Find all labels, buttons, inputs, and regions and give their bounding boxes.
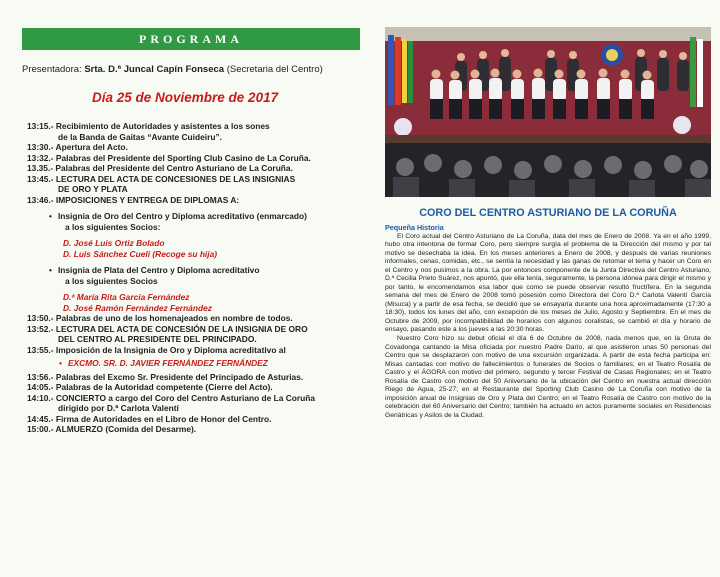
coro-panel: [368, 0, 720, 577]
award-silver-heading: • Insignia de Plata del Centro y Diploma acreditativo: [27, 265, 363, 276]
award-gold-heading-cont: a los siguientes Socios:: [65, 221, 161, 232]
award-silver-heading-cont: a los siguientes Socios: [65, 275, 158, 286]
choir-photo-illustration: [385, 27, 711, 197]
schedule-item: 13.35.- Palabras del Presidente del Centro Asturiano de La Coruña.: [27, 163, 293, 173]
honoree-name: D. Luis Sánchez Cueli (Recoge su hija): [63, 248, 218, 259]
honoree-name: D.ª María Rita García Fernández: [63, 292, 190, 302]
event-date: Día 25 de Noviembre de 2017: [92, 90, 279, 105]
coro-subtitle: Pequeña Historia: [385, 223, 444, 232]
schedule-item: 13:45.- LECTURA DEL ACTA DE CONCESIONES DE LAS INSIGNIAS: [27, 173, 296, 184]
schedule-item: DEL CENTRO AL PRESIDENTE DEL PRINCIPADO.: [58, 334, 257, 344]
schedule-item: 13:56.- Palabras del Excmo Sr. Presidente del Principado de Asturias.: [27, 371, 304, 382]
schedule-item: 13:30.- Apertura del Acto.: [27, 142, 128, 152]
presenter-prefix: Presentadora:: [22, 64, 85, 75]
schedule-item: dirigido por D.ª Carlota Valentí: [58, 403, 179, 413]
coro-history: [385, 233, 711, 421]
schedule-item: DE ORO Y PLATA: [58, 184, 128, 194]
schedule-item: 13:46.- IMPOSICIONES Y ENTREGA DE DIPLOMAS A:: [27, 194, 240, 205]
award-gold-heading: • Insignia de Oro del Centro y Diploma acreditativo (enmarcado): [27, 211, 363, 222]
coro-title: CORO DEL CENTRO ASTURIANO DE LA CORUÑA: [419, 207, 677, 219]
history-paragraph-1: El Coro actual del Centro Asturiano de La Coruña, data del mes de Enero de 2008. Ya en el año 1999, hubo otra intentona de formar Coro, pero siempre surgía el problema de la Dirección del mismo y por tal motivo se desechaba la idea. En los meses anteriores a Enero de 2008, y después de varias reuniones informales, cenas, comidas, etc., se sentía la necesidad y las ganas de retomar el tema y hacer un Coro en el Centro y nos pusimos a la obra. La por entonces componente de la Junta Directiva del Centro Asturiano, D.ª Cecilia Prieto Suárez, nos apuntó, que ella tenía, seguramente, la persona idónea para dirigir el mismo y por tanto, le encomendamos esa labor que como se puede observar resultó fructífera. En la segunda semana del mes de Enero de 2008 tomó posesión como Directora del Coro D.ª Carlota Valentí García (Misuca) y a partir de esa fecha, se decidió que se ensayaría durante una hora aproximadamente (17:30 a 18:30), todos los lunes del año, con excepción de los meses de Julio, Agosto y Septiembre. En el mes de Octubre de 2009, por incompatibilidad de horarios con algunos coralistas, se cambió el día y horario de ensayo, pasando este a los jueves a las 20:30 horas.: [385, 233, 711, 333]
history-paragraph-2: Nuestro Coro hizo su debut oficial el día 6 de Octubre de 2008, nada menos que, en la Gruta de Covadonga cantando la Misa oficiada por nuestro Padre Darío, al que asistieron unas 50 personas del Centro que se desplazaron con motivo de una excursión organizada. A partir de esta fecha participa en: Misas cantadas con motivo de fallecimientos o funerales de Socios o familiares; en el Teatro Rosalía de Castro y el ÁGORA con motivo del primero, segundo y tercer Festival de Casas Regionales; en el Teatro Rosalía de Castro con motivo del 50 Aniversario de la ubicación del Centro en nuestra actual dirección Riego de Agua, 25-27; en el Restaurante del Sporting Club Casino de La Coruña con motivo de la imposición anual de Insignias de Oro y Plata del Centro; en el Teatro Rosalía de Castro con motivo de la celebración del 60 Aniversario del Centro; también ha actuado en actos puramente sociales en Residencias Geriátricas y Asilos de la Ciudad.: [385, 335, 711, 419]
honoree-name: D. José Luis Ortiz Bolado: [63, 238, 165, 248]
presenter-line: [22, 64, 323, 75]
schedule-item: de la Banda de Gaitas “Avante Cuideiru”.: [58, 131, 222, 142]
schedule-item: 14:05.- Palabras de la Autoridad competente (Cierre del Acto).: [27, 382, 273, 392]
honoree-name: D. José Ramón Fernández Fernández: [63, 302, 212, 313]
honoree-president: • EXCMO. SR. D. JAVIER FERNÁNDEZ FERNÁNDEZ: [27, 358, 363, 369]
presenter-role: (Secretaria del Centro): [224, 64, 323, 75]
schedule-item: 13:55.- Imposición de la Insignia de Oro y Diploma acreditativo al: [27, 344, 286, 355]
choir-photo: [385, 27, 711, 197]
schedule-item: 13:52.- LECTURA DEL ACTA DE CONCESIÓN DE LA INSIGNIA DE ORO: [27, 323, 308, 334]
schedule-item: 13:50.- Palabras de uno de los homenajeados en nombre de todos.: [27, 313, 293, 323]
schedule: [27, 121, 363, 435]
presenter-name: Srta. D.ª Juncal Capín Fonseca: [84, 64, 225, 75]
schedule-item: 14:10.- CONCIERTO a cargo del Coro del Centro Asturiano de La Coruña: [27, 392, 316, 403]
programa-header: PROGRAMA: [22, 28, 360, 50]
schedule-item: 13:15.- Recibimiento de Autoridades y asistentes a los sones: [27, 121, 270, 131]
schedule-item: 13:32.- Palabras del Presidente del Sporting Club Casino de La Coruña.: [27, 152, 311, 163]
schedule-item: 14:45.- Firma de Autoridades en el Libro de Honor del Centro.: [27, 413, 272, 424]
schedule-item: 15:00.- ALMUERZO (Comida del Desarme).: [27, 424, 197, 434]
